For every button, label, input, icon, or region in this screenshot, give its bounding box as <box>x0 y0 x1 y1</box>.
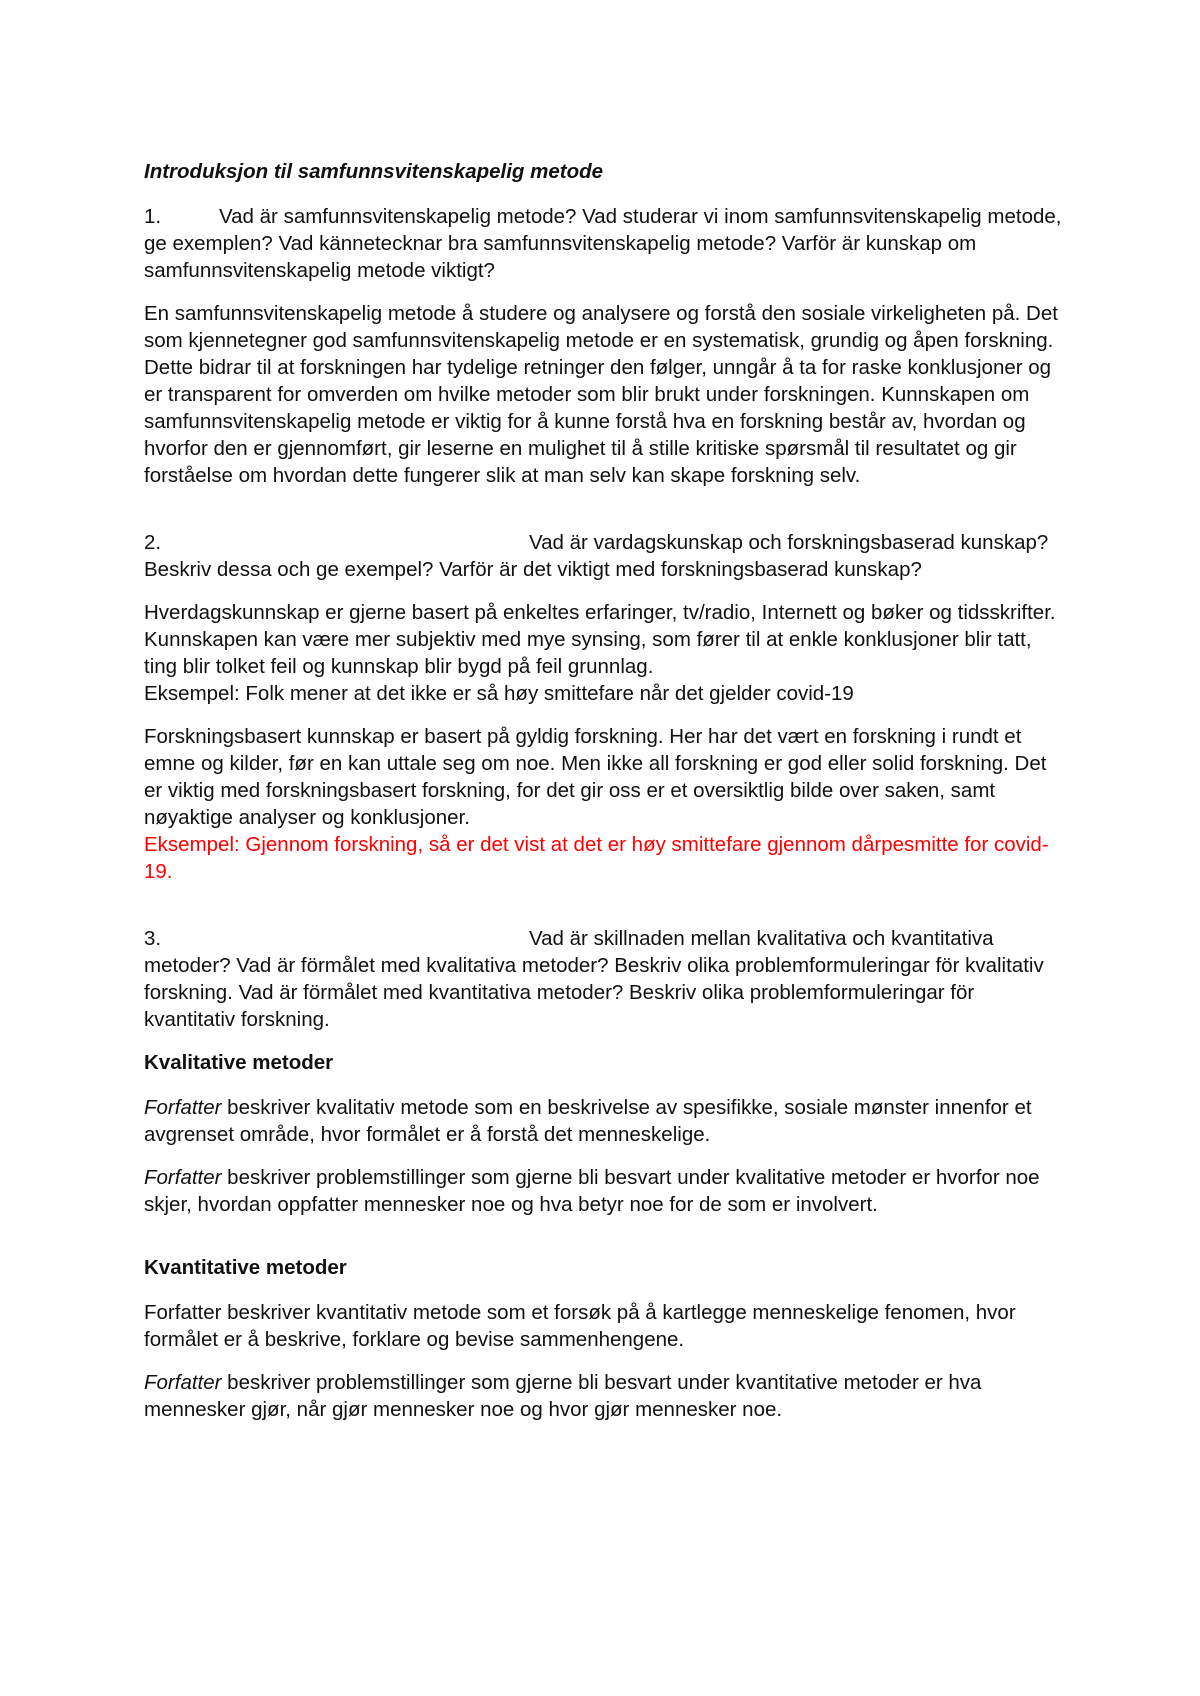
qualitative-author-2: Forfatter <box>144 1166 222 1189</box>
answer-2-example-2: Eksempel: Gjennom forskning, så er det vist at det er høy smittefare gjennom dårpesmitte for covid-19. <box>144 833 1049 883</box>
question-3-text: Vad är skillnaden mellan kvalitativa och kvantitativa metoder? Vad är förmålet med kvalitativa metoder? Beskriv olika problemformuleringar för kvalitativ forskning. Vad är förmålet med kvantitativa metoder? Beskriv olika problemformuleringar för kvantitativ forskning. <box>144 927 1044 1031</box>
question-1-number: 1. <box>144 205 162 228</box>
quantitative-heading: Kvantitative metoder <box>144 1256 347 1279</box>
document-page <box>144 158 1064 1439</box>
spacer <box>144 505 1064 529</box>
answer-2-example-1: Eksempel: Folk mener at det ikke er så høy smittefare når det gjelder covid-19 <box>144 682 854 705</box>
question-2-number: 2. <box>144 531 162 554</box>
answer-2-research-text: Forskningsbasert kunnskap er basert på gyldig forskning. Her har det vært en forskning i rundt et emne og kilder, før en kan uttale seg om noe. Men ikke all forskning er god eller solid forskning. Det er viktig med forskningsbasert forskning, for det gir oss er et oversiktlig bilde over saken, samt nøyaktige analyser og konklusjoner. <box>144 725 1047 829</box>
qualitative-paragraph-1 <box>144 1094 1064 1148</box>
question-2 <box>144 529 1064 583</box>
quantitative-paragraph-1: Forfatter beskriver kvantitativ metode som et forsøk på å kartlegge menneskelige fenomen, hvor formålet er å beskrive, forklare og bevise sammenhengene. <box>144 1301 1016 1351</box>
document-title: Introduksjon til samfunnsvitenskapelig metode <box>144 160 604 183</box>
question-1 <box>144 203 1064 284</box>
quantitative-text-2: beskriver problemstillinger som gjerne bli besvart under kvantitative metoder er hva mennesker gjør, når gjør mennesker noe og hvor gjør mennesker noe. <box>144 1371 982 1421</box>
answer-2-research-knowledge <box>144 723 1064 885</box>
answer-1: En samfunnsvitenskapelig metode å studere og analysere og forstå den sosiale virkeligheten på. Det som kjennetegner god samfunnsvitenskapelig metode er en systematisk, grundig og åpen forskning. Dette bidrar til at forskningen har tydelige retninger den følger, unngår å ta for raske konklusjoner og er transparent for omverden om hvilke metoder som blir brukt under forskningen. Kunnskapen om samfunnsvitenskapelig metode er viktig for å kunne forstå hva en forskning består av, hvordan og hvorfor den er gjennomført, gir leserne en mulighet til å stille kritiske spørsmål til resultatet og gir forståelse om hvordan dette fungerer slik at man selv kan skape forskning selv. <box>144 302 1058 487</box>
spacer <box>144 1234 1064 1254</box>
answer-2-everyday-knowledge <box>144 599 1064 707</box>
question-3-number: 3. <box>144 927 162 950</box>
question-1-text: Vad är samfunnsvitenskapelig metode? Vad studerar vi inom samfunnsvitenskapelig metode, ge exemplen? Vad kännetecknar bra samfunnsvitenskapelig metode? Varför är kunskap om samfunnsvitenskapelig metode viktigt? <box>144 205 1062 282</box>
spacer <box>144 901 1064 925</box>
question-3 <box>144 925 1064 1033</box>
quantitative-paragraph-2 <box>144 1369 1064 1423</box>
qualitative-text-2: beskriver problemstillinger som gjerne bli besvart under kvalitative metoder er hvorfor noe skjer, hvordan oppfatter mennesker noe og hva betyr noe for de som er involvert. <box>144 1166 1040 1216</box>
quantitative-author-2: Forfatter <box>144 1371 222 1394</box>
answer-2-everyday-text: Hverdagskunnskap er gjerne basert på enkeltes erfaringer, tv/radio, Internett og bøker og tidsskrifter. Kunnskapen kan være mer subjektiv med mye synsing, som fører til at enkle konklusjoner blir tatt, ting blir tolket feil og kunnskap blir bygd på feil grunnlag. <box>144 601 1056 678</box>
qualitative-paragraph-2 <box>144 1164 1064 1218</box>
question-2-text: Vad är vardagskunskap och forskningsbaserad kunskap? Beskriv dessa och ge exempel? Varför är det viktigt med forskningsbaserad kunskap? <box>144 531 1049 581</box>
qualitative-heading: Kvalitative metoder <box>144 1051 334 1074</box>
qualitative-text-1: beskriver kvalitativ metode som en beskrivelse av spesifikke, sosiale mønster innenfor et avgrenset område, hvor formålet er å forstå det menneskelige. <box>144 1096 1032 1146</box>
qualitative-author-1: Forfatter <box>144 1096 222 1119</box>
